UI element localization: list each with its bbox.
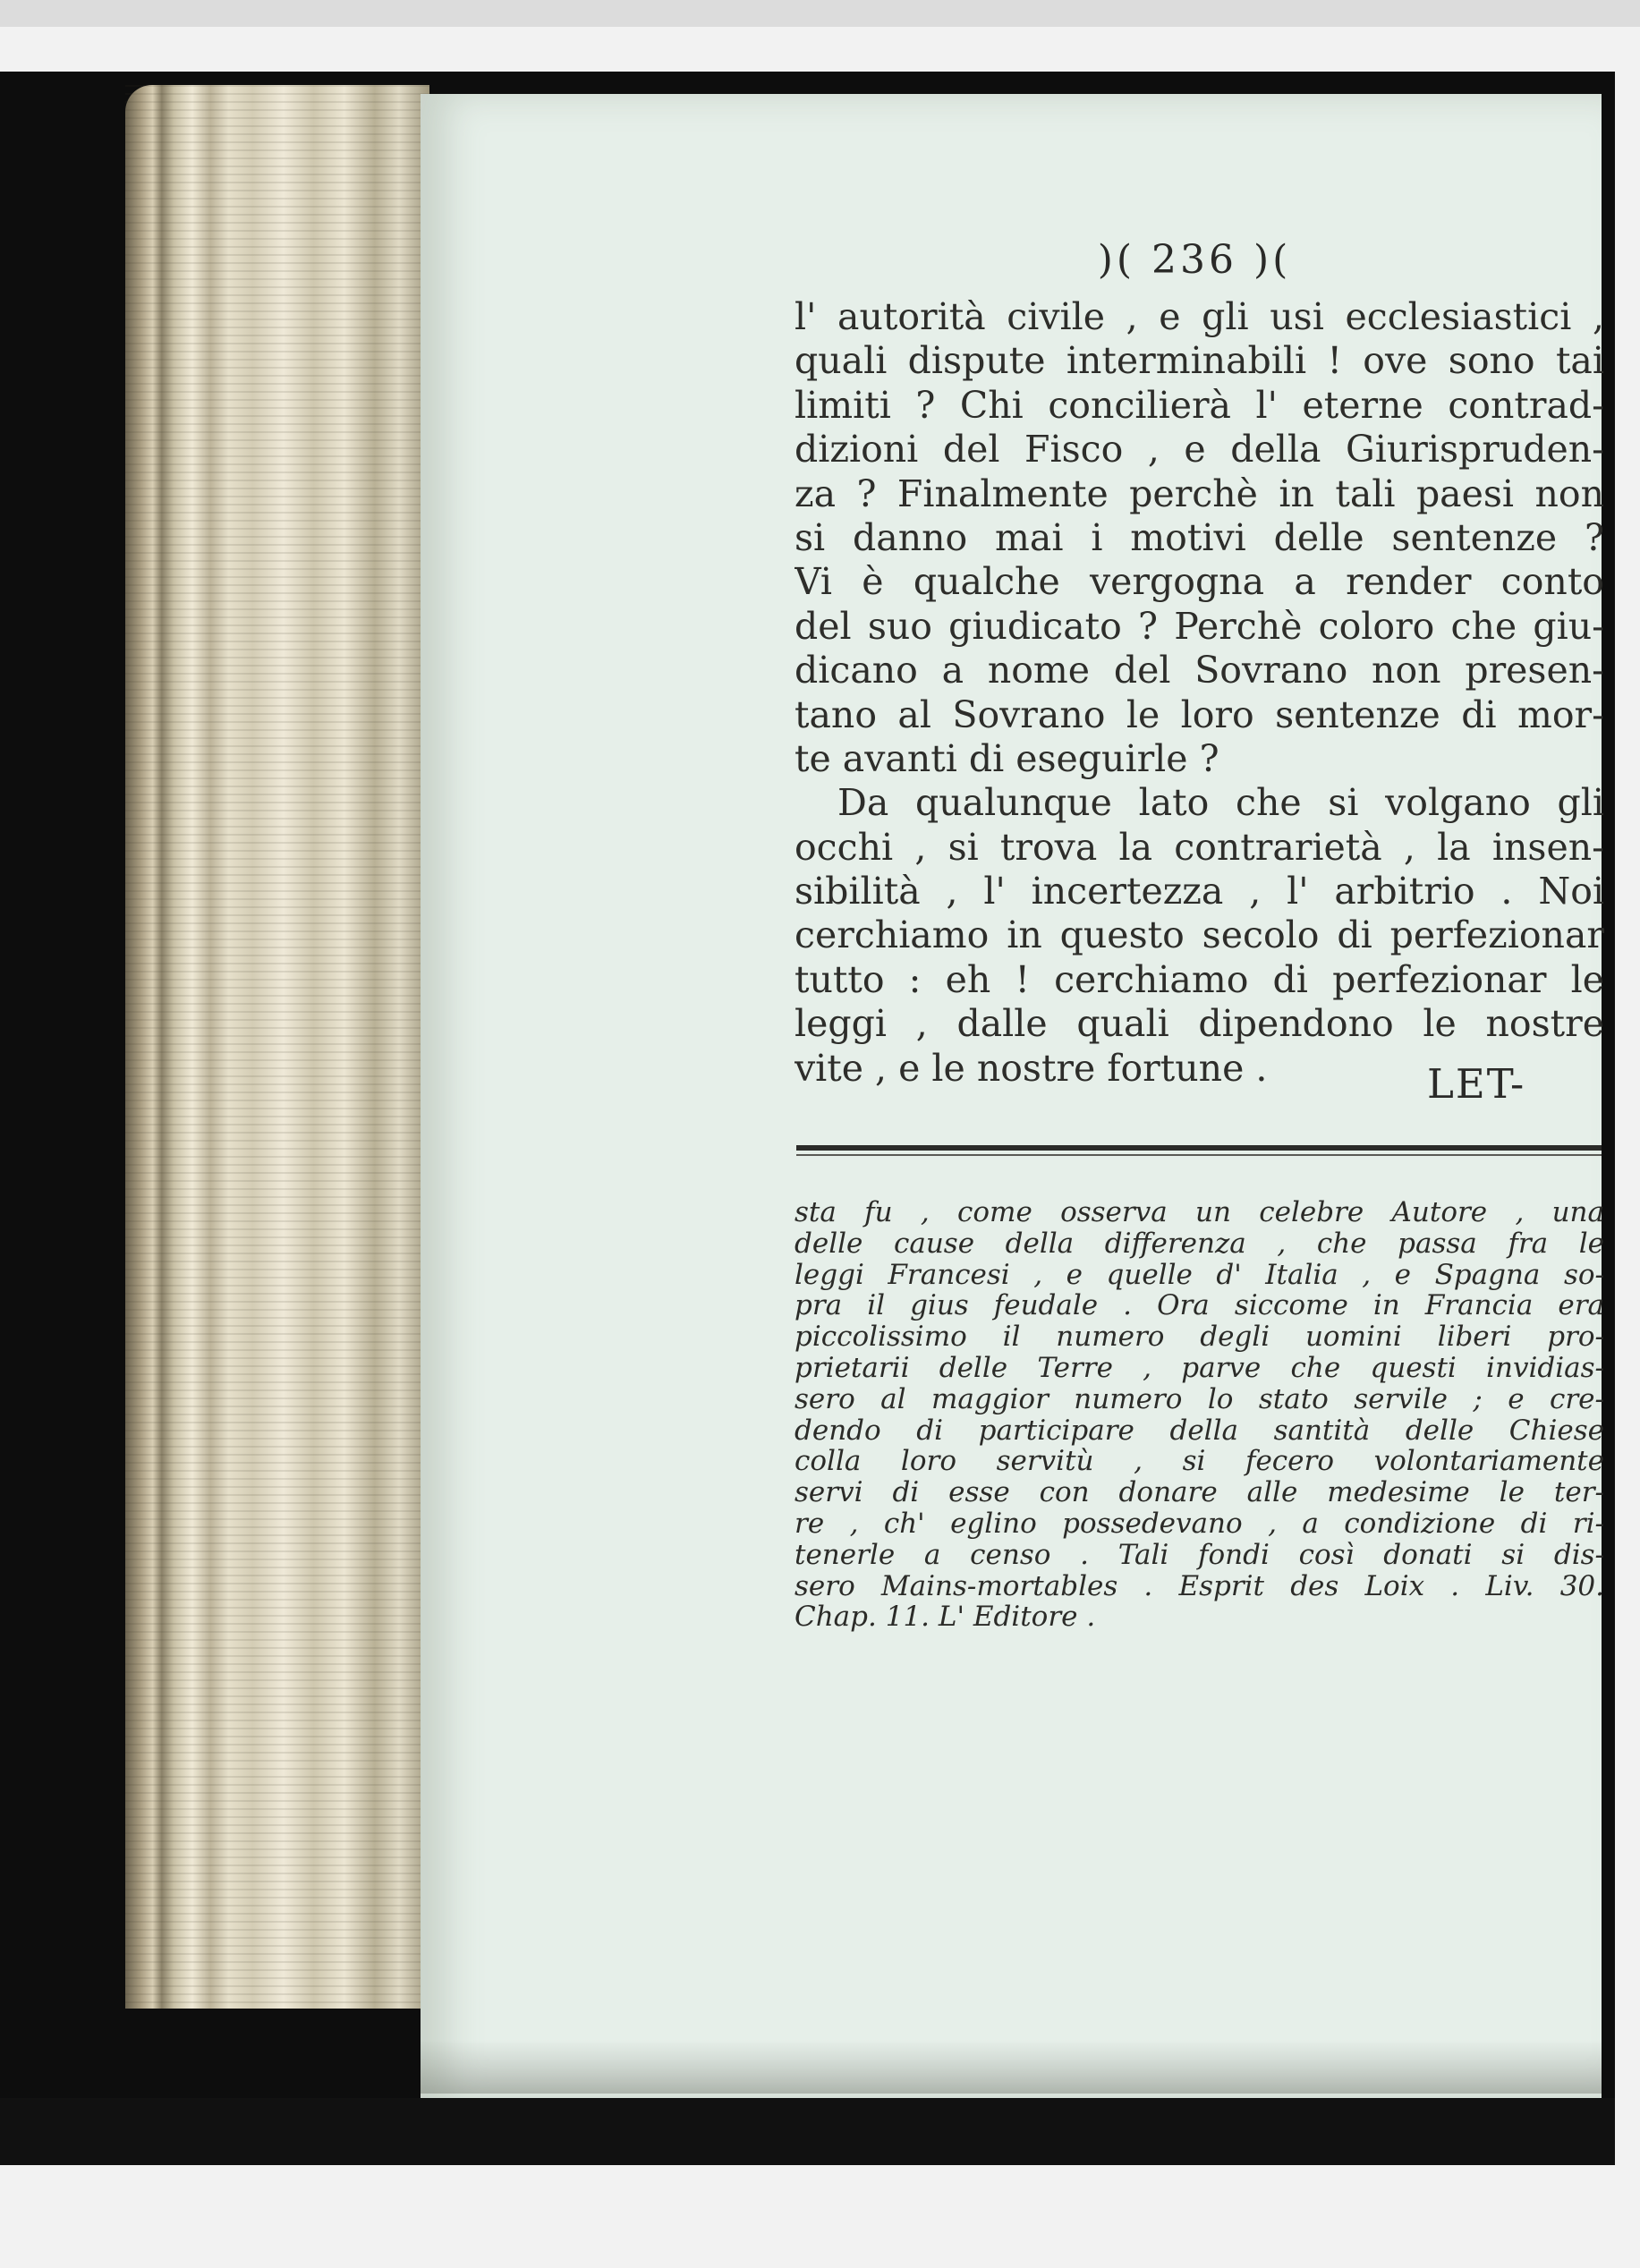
footnote-line: pra il gius feudale . Ora siccome in Francia era	[795, 1290, 1604, 1322]
footnote-block	[795, 1197, 1604, 1633]
footnote-line: sero al maggior numero lo stato servile ; e cre-	[795, 1383, 1604, 1415]
text-line: dizioni del Fisco , e della Giurispruden-	[795, 428, 1604, 471]
text-line: dicano a nome del Sovrano non presen-	[795, 649, 1604, 692]
page-number-header: )( 236 )(	[1097, 237, 1292, 283]
footnote-separator-rule	[796, 1145, 1602, 1151]
footnote-line: servi di esse con donare alle medesime le ter-	[795, 1477, 1604, 1508]
catchword: LET-	[1427, 1060, 1526, 1108]
text-line: l' autorità civile , e gli usi ecclesiastici ,	[795, 295, 1604, 338]
text-line: te avanti di eseguirle ?	[795, 736, 1219, 780]
text-line: Vi è qualche vergogna a render conto	[795, 560, 1604, 604]
footnote-line: re , ch' eglino possedevano , a condizione di ri-	[795, 1508, 1604, 1540]
text-line: del suo giudicato ? Perchè coloro che giu-	[795, 604, 1604, 648]
text-line: sibilità , l' incertezza , l' arbitrio . Noi	[795, 870, 1604, 913]
footnote-line: sero Mains-mortables . Esprit des Loix . Liv. 30.	[795, 1570, 1604, 1602]
footnote-line: dendo di participare della santità delle Chiese	[795, 1414, 1604, 1447]
footnote-line: tenerle a censo . Tali fondi così donati si dis-	[795, 1539, 1604, 1571]
footnote-line: sta fu , come osserva un celebre Autore , una	[795, 1197, 1604, 1228]
book-page-edges	[125, 85, 429, 2009]
main-text-block	[795, 295, 1604, 1091]
footnote-line: colla loro servitù , si fecero volontariamente	[795, 1446, 1604, 1478]
text-line: vite , e le nostre fortune .	[795, 1046, 1268, 1090]
text-line: Da qualunque lato che si volgano gli	[837, 781, 1604, 825]
footnote-line: prietarii delle Terre , parve che questi invidias-	[795, 1352, 1604, 1384]
footnote-line: Chap. 11. L' Editore .	[795, 1601, 1096, 1634]
text-line: cerchiamo in questo secolo di perfezionar	[795, 913, 1604, 957]
page-bottom-shadow	[421, 2040, 1602, 2094]
footnote-line: delle cause della differenza , che passa fra le	[795, 1227, 1604, 1260]
text-line: za ? Finalmente perchè in tali paesi non	[795, 471, 1604, 515]
text-line: tutto : eh ! cerchiamo di perfezionar le	[795, 957, 1604, 1001]
text-line: si danno mai i motivi delle sentenze ?	[795, 515, 1604, 559]
scan-background-top	[0, 0, 1640, 27]
text-line: leggi , dalle quali dipendono le nostre	[795, 1002, 1604, 1046]
text-line: occhi , si trova la contrarietà , la insen-	[795, 825, 1604, 869]
footnote-line: leggi Francesi , e quelle d' Italia , e Spagna so-	[795, 1259, 1604, 1291]
text-line: limiti ? Chi concilierà l' eterne contrad-	[795, 383, 1604, 427]
text-line: quali dispute interminabili ! ove sono tai	[795, 339, 1604, 383]
text-line: tano al Sovrano le loro sentenze di mor-	[795, 692, 1604, 736]
scan-bottom-edge	[0, 2098, 1615, 2165]
footnote-line: piccolissimo il numero degli uomini liberi pro-	[795, 1321, 1604, 1353]
